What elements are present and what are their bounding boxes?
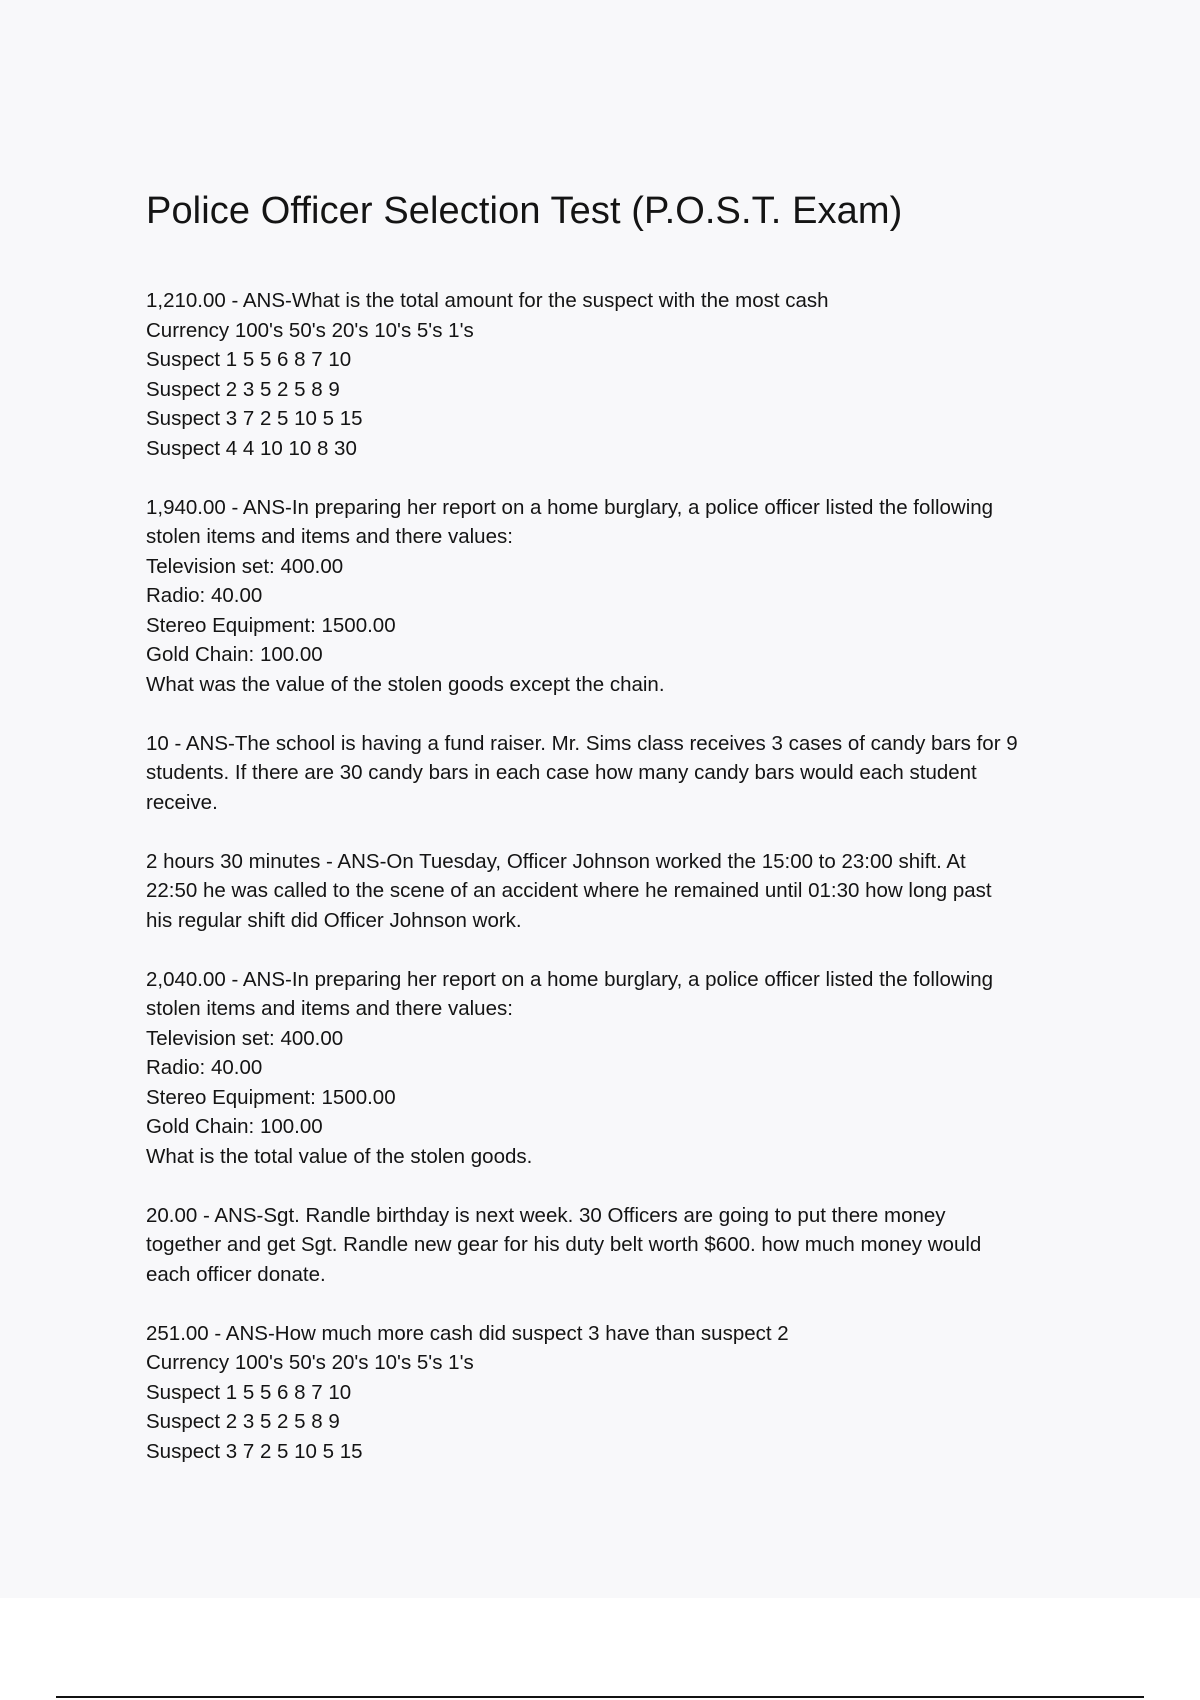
- question-detail-line: Suspect 4 4 10 10 8 30: [146, 436, 357, 460]
- question-answer-line: 1,940.00 - ANS-In preparing her report on a home burglary, a police officer listed the following: [146, 495, 994, 519]
- question-detail-line: together and get Sgt. Randle new gear for his duty belt worth $600. how much money would: [146, 1233, 982, 1256]
- question-detail-line: Television set: 400.00: [146, 554, 344, 578]
- footer-divider: [56, 1696, 1144, 1698]
- question-answer-line: 20.00 - ANS-Sgt. Randle birthday is next week. 30 Officers are going to put there money: [146, 1203, 946, 1227]
- question-block: [146, 1319, 1096, 1467]
- question-answer-line: 1,210.00 - ANS-What is the total amount for the suspect with the most cash: [146, 289, 829, 312]
- question-detail-line: Radio: 40.00: [146, 584, 263, 607]
- document-content: [146, 183, 1096, 1496]
- question-detail-line: 22:50 he was called to the scene of an accident where he remained until 01:30 how long past: [146, 879, 992, 902]
- question-detail-line: Stereo Equipment: 1500.00: [146, 1085, 396, 1109]
- question-detail-line: Radio: 40.00: [146, 1056, 263, 1079]
- question-detail-line: Suspect 1 5 5 6 8 7 10: [146, 1380, 352, 1404]
- question-answer-line: 10 - ANS-The school is having a fund raiser. Mr. Sims class receives 3 cases of candy bars for 9: [146, 731, 1018, 755]
- question-detail-line: Suspect 3 7 2 5 10 5 15: [146, 1439, 363, 1463]
- question-detail-line: Suspect 2 3 5 2 5 8 9: [146, 377, 340, 401]
- question-detail-line: Gold Chain: 100.00: [146, 1115, 323, 1138]
- question-detail-line: Television set: 400.00: [146, 1026, 344, 1050]
- question-detail-line: Suspect 2 3 5 2 5 8 9: [146, 1410, 340, 1433]
- question-detail-line: stolen items and items and there values:: [146, 997, 513, 1020]
- question-answer-line: 2,040.00 - ANS-In preparing her report on a home burglary, a police officer listed the following: [146, 967, 994, 991]
- page-title: Police Officer Selection Test (P.O.S.T. Exam): [146, 190, 903, 232]
- question-detail-line: receive.: [146, 790, 218, 814]
- question-block: [146, 493, 1096, 700]
- question-block: [146, 286, 1096, 463]
- question-detail-line: students. If there are 30 candy bars in each case how many candy bars would each student: [146, 761, 977, 784]
- question-detail-line: Gold Chain: 100.00: [146, 643, 323, 666]
- question-detail-line: Currency 100's 50's 20's 10's 5's 1's: [146, 318, 474, 342]
- question-block: [146, 729, 1096, 818]
- question-detail-line: each officer donate.: [146, 1262, 326, 1286]
- question-answer-line: 251.00 - ANS-How much more cash did suspect 3 have than suspect 2: [146, 1321, 789, 1345]
- question-detail-line: his regular shift did Officer Johnson work.: [146, 908, 522, 932]
- question-block: [146, 1201, 1096, 1290]
- question-detail-line: Stereo Equipment: 1500.00: [146, 613, 396, 637]
- question-answer-line: 2 hours 30 minutes - ANS-On Tuesday, Officer Johnson worked the 15:00 to 23:00 shift. At: [146, 849, 966, 873]
- question-detail-line: What is the total value of the stolen goods.: [146, 1144, 533, 1168]
- question-detail-line: Suspect 1 5 5 6 8 7 10: [146, 348, 352, 371]
- question-detail-line: Currency 100's 50's 20's 10's 5's 1's: [146, 1351, 474, 1374]
- question-block: [146, 847, 1096, 936]
- question-block: [146, 965, 1096, 1172]
- question-answer-list: [146, 286, 1096, 1466]
- question-detail-line: Suspect 3 7 2 5 10 5 15: [146, 407, 363, 430]
- question-detail-line: What was the value of the stolen goods except the chain.: [146, 672, 665, 696]
- question-detail-line: stolen items and items and there values:: [146, 525, 513, 548]
